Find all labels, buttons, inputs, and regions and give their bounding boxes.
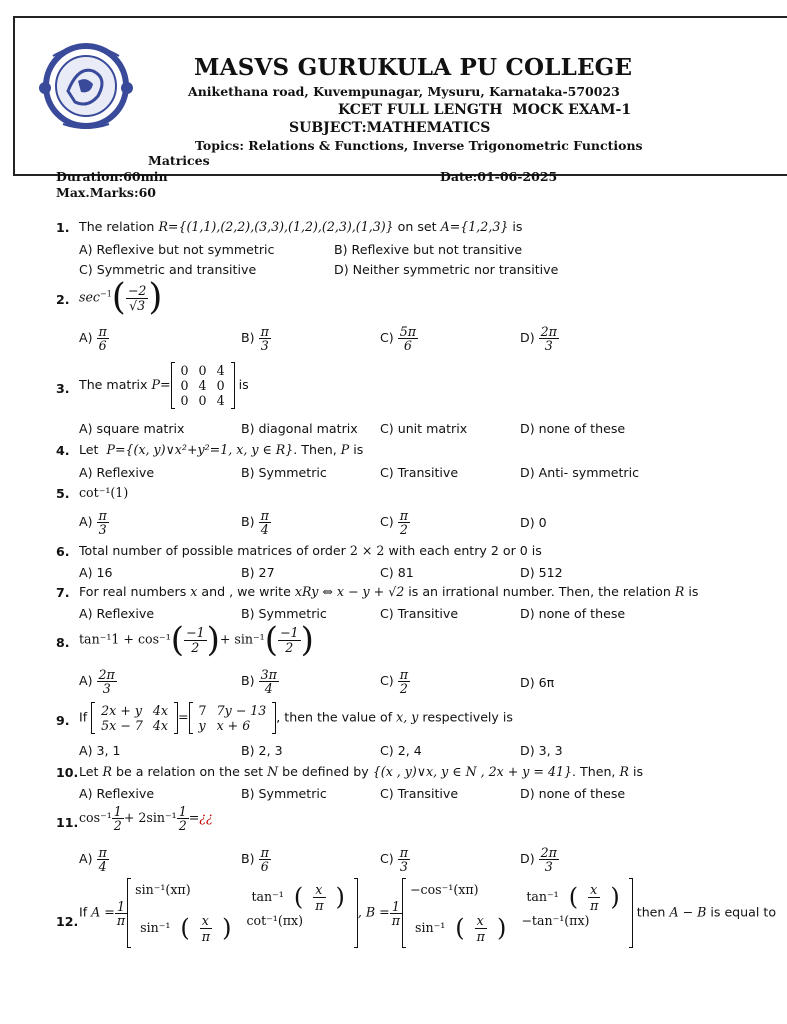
question-number: 1. (56, 220, 70, 235)
option-b: B) $\frac{\pi}{4}$ (241, 508, 269, 538)
option-b: B) $\frac{3\pi}{4}$ (241, 667, 277, 697)
option-d: D) none of these (520, 606, 626, 621)
question-number: 4. (56, 443, 70, 458)
college-emblem-icon (33, 36, 139, 132)
option-a: A) $\frac{2\pi}{3}$ (79, 667, 115, 697)
question-3-text: The matrix P= 0 0 4 0 4 0 0 0 4 is (79, 363, 249, 409)
question-12-text: If A = $\frac{1}{\pi}$ sin⁻¹(xπ) tan⁻¹ ( $\frac{x}{\pi}$ ) sin⁻¹ ( $\frac{x}{\pi}$ ) cot⁻¹(πx) , B = $\frac{1}{\pi}$ −cos⁻¹(xπ) tan⁻¹ ( $\frac{x}{\pi}$ ) sin⁻¹ ( $\frac{x}{\pi}$ ) −tan⁻¹(πx) then A − B is equal to (79, 878, 776, 948)
question-number: 5. (56, 486, 70, 501)
question-number: 9. (56, 713, 70, 728)
option-a: A) Reflexive (79, 465, 155, 480)
option-c: C) $\frac{\pi}{2}$ (380, 667, 409, 697)
option-d: D) 0 (520, 515, 547, 530)
option-d: D) 3, 3 (520, 743, 563, 758)
option-b: B) 2, 3 (241, 743, 283, 758)
option-c: C) $\frac{\pi}{3}$ (380, 845, 409, 875)
question-number: 6. (56, 544, 70, 559)
question-number: 10. (56, 765, 79, 780)
question-number: 8. (56, 635, 70, 650)
option-d: D) none of these (520, 786, 626, 801)
option-a: A) $\frac{\pi}{6}$ (79, 324, 107, 354)
option-b: B) 27 (241, 565, 275, 580)
option-c: C) 2, 4 (380, 743, 422, 758)
question-number: 2. (56, 292, 70, 307)
option-a: A) square matrix (79, 421, 185, 436)
duration: Duration:60min (56, 169, 168, 184)
option-b: B) $\frac{\pi}{3}$ (241, 324, 269, 354)
option-b: B) Symmetric (241, 786, 327, 801)
question-number: 7. (56, 585, 70, 600)
option-b: B) Symmetric (241, 606, 327, 621)
question-6-text: Total number of possible matrices of order 2 × 2 with each entry 2 or 0 is (79, 543, 542, 558)
option-c: C) Symmetric and transitive (79, 262, 257, 277)
matrix-right: 7 7y − 13 y x + 6 (189, 702, 277, 734)
exam-title: KCET FULL LENGTH MOCK EXAM-1 (338, 102, 632, 118)
question-11-text: cos⁻¹ $\frac{1}{2}$ + 2sin⁻¹ $\frac{1}{2}$ =¿¿ (79, 804, 213, 834)
topics: Topics: Relations & Functions, Inverse Trigonometric Functions (195, 138, 643, 153)
option-b: B) diagonal matrix (241, 421, 358, 436)
option-b: B) Reflexive but not transitive (334, 242, 523, 257)
question-9-text: If 2x + y 4x 5x − 7 4x = 7 7y − 13 y x + 6 , then the value of x, y respectively is (79, 703, 513, 734)
option-c: C) $\frac{\pi}{2}$ (380, 508, 409, 538)
matrix-left: 2x + y 4x 5x − 7 4x (91, 702, 178, 734)
college-address: Anikethana road, Kuvempunagar, Mysuru, Karnataka-570023 (188, 84, 620, 99)
max-marks: Max.Marks:60 (56, 185, 156, 200)
option-c: C) unit matrix (380, 421, 468, 436)
exam-date: Date:01-06-2025 (440, 169, 558, 184)
option-d: D) none of these (520, 421, 626, 436)
question-4-text: Let P={(x, y)∨x²+y²=1, x, y ∈ R}. Then, P is (79, 442, 364, 457)
question-number: 11. (56, 815, 79, 830)
subject: SUBJECT:MATHEMATICS (289, 120, 491, 136)
option-c: C) Transitive (380, 606, 459, 621)
question-8-text: tan⁻¹1 + cos⁻¹( $\frac{-1}{2}$ )+ sin⁻¹( $\frac{-1}{2}$ ) (79, 620, 314, 660)
option-d: D) $\frac{2\pi}{3}$ (520, 845, 557, 875)
option-d: D) Neither symmetric nor transitive (334, 262, 559, 277)
option-a: A) Reflexive but not symmetric (79, 242, 275, 257)
matrix-p: 0 0 4 0 4 0 0 0 4 (171, 362, 235, 409)
option-c: C) Transitive (380, 465, 459, 480)
topics-continued: Matrices (148, 153, 210, 168)
option-d: D) $\frac{2\pi}{3}$ (520, 324, 557, 354)
option-d: D) Anti- symmetric (520, 465, 640, 480)
option-b: B) Symmetric (241, 465, 327, 480)
option-a: A) 16 (79, 565, 113, 580)
question-number: 3. (56, 381, 70, 396)
question-2-text: $\sec^{-1}$( $\frac{-2}{√3}$ ) (79, 277, 163, 318)
matrix-b: −cos⁻¹(xπ) tan⁻¹ ( $\frac{x}{\pi}$ ) sin⁻¹ ( $\frac{x}{\pi}$ ) −tan⁻¹(πx) (402, 878, 633, 948)
question-number: 12. (56, 914, 79, 929)
matrix-a: sin⁻¹(xπ) tan⁻¹ ( $\frac{x}{\pi}$ ) sin⁻¹ ( $\frac{x}{\pi}$ ) cot⁻¹(πx) (127, 878, 358, 948)
option-d: D) 512 (520, 565, 563, 580)
question-7-text: For real numbers x and , we write xRy ⇔ x − y + √2 is an irrational number. Then, the relation R is (79, 584, 699, 599)
option-a: A) $\frac{\pi}{3}$ (79, 508, 107, 538)
option-c: C) $\frac{5\pi}{6}$ (380, 324, 417, 354)
question-10-text: Let R be a relation on the set N be defined by {(x , y)∨x, y ∈ N , 2x + y = 41}. Then, R is (79, 764, 644, 779)
question-5-text: cot⁻¹(1) (79, 485, 129, 500)
option-c: C) Transitive (380, 786, 459, 801)
option-a: A) Reflexive (79, 606, 155, 621)
option-d: D) 6π (520, 675, 555, 690)
option-c: C) 81 (380, 565, 414, 580)
option-a: A) $\frac{\pi}{4}$ (79, 845, 107, 875)
college-name: MASVS GURUKULA PU COLLEGE (194, 54, 633, 81)
option-a: A) 3, 1 (79, 743, 121, 758)
question-1-text: The relation R={(1,1),(2,2),(3,3),(1,2),(2,3),(1,3)} on set A={1,2,3} is (79, 219, 523, 234)
option-a: A) Reflexive (79, 786, 155, 801)
option-b: B) $\frac{\pi}{6}$ (241, 845, 269, 875)
